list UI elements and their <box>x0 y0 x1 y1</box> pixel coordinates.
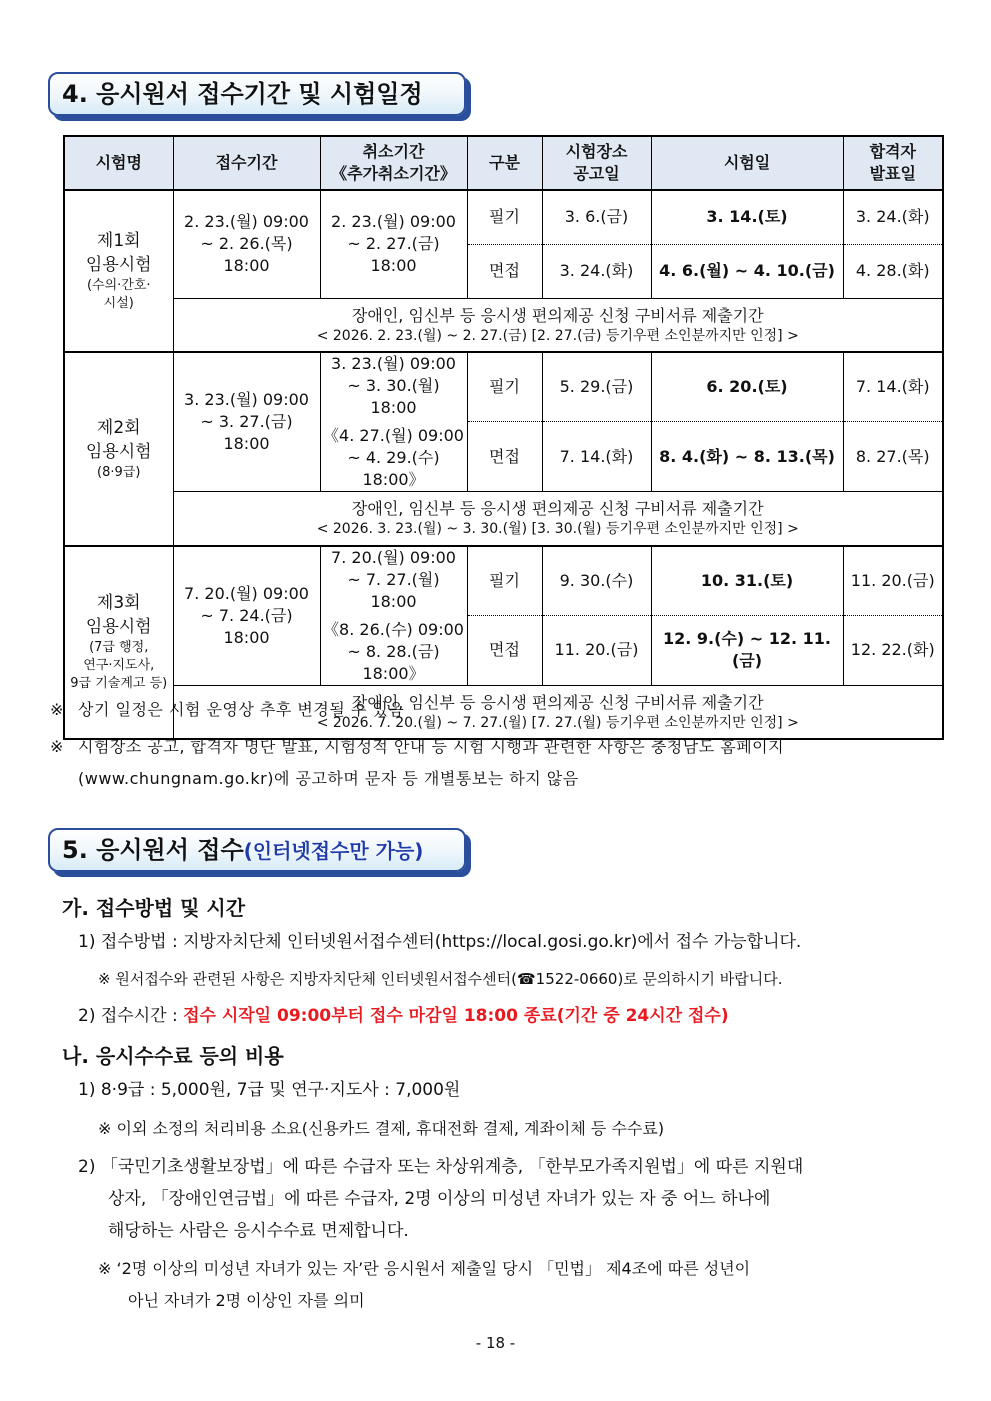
exam-date: 10. 31.(토) <box>651 546 843 616</box>
reception-cell <box>173 546 320 686</box>
result-date: 4. 28.(화) <box>843 244 943 298</box>
round-name: 임용시험 <box>85 617 152 638</box>
round-name: 제2회 <box>96 417 141 438</box>
exam-date: 6. 20.(토) <box>651 352 843 422</box>
cancel-line: ~ 8. 28.(금) 18:00》 <box>347 641 440 683</box>
result-date: 7. 14.(화) <box>843 352 943 422</box>
schedule-table <box>63 135 944 740</box>
round-sub: (8·9급) <box>97 464 141 480</box>
venue-date: 5. 29.(금) <box>542 352 651 422</box>
header-exam-name: 시험명 <box>64 136 173 190</box>
a1-text: 1) 접수방법 : 지방자치단체 인터넷원서접수센터(https://local.gosi.go.kr)에서 접수 가능합니다. <box>78 932 802 952</box>
notice-line: 장애인, 임신부 등 응시생 편의제공 신청 구비서류 제출기간 <box>351 305 764 325</box>
page-number: - 18 - <box>475 1334 516 1352</box>
cancel-line: ~ 7. 27.(월) 18:00 <box>347 569 440 611</box>
cancel-line: 2. 23.(월) 09:00 <box>331 212 456 232</box>
a1-note: ※ 원서접수와 관련된 사항은 지방자치단체 인터넷원서접수센터(☎1522-0660)로 문의하시기 바랍니다. <box>98 970 783 988</box>
round-name-cell <box>64 352 173 546</box>
cancel-cell <box>320 546 467 686</box>
exam-date: 4. 6.(월) ~ 4. 10.(금) <box>651 244 843 298</box>
reception-line: ~ 3. 27.(금) 18:00 <box>200 412 293 453</box>
section5-title-accent: (인터넷접수만 가능) <box>243 839 424 863</box>
header-cancel-line1: 취소기간 <box>362 142 425 161</box>
note-mark: ※ <box>50 737 64 756</box>
type-written: 필기 <box>467 546 542 616</box>
type-interview: 면접 <box>467 422 542 492</box>
round-name: 임용시험 <box>85 441 152 462</box>
round-sub: 연구·지도사, <box>83 658 155 674</box>
header-reception: 접수기간 <box>173 136 320 190</box>
cancel-line: 《4. 27.(월) 09:00 <box>323 426 464 445</box>
cancel-cell <box>320 352 467 492</box>
a2-label: 2) 접수시간 : <box>78 1006 184 1026</box>
venue-date: 3. 6.(금) <box>542 190 651 244</box>
header-exam-date: 시험일 <box>651 136 843 190</box>
table-row <box>64 546 943 616</box>
note-text: (www.chungnam.go.kr)에 공고하며 문자 등 개별통보는 하지 않음 <box>78 769 579 788</box>
venue-date: 11. 20.(금) <box>542 615 651 685</box>
section4-title: 4. 응시원서 접수기간 및 시험일정 <box>62 80 423 108</box>
type-written: 필기 <box>467 352 542 422</box>
header-venue-line2: 공고일 <box>573 164 620 183</box>
result-date: 12. 22.(화) <box>843 615 943 685</box>
subheading-b: 나. 응시수수료 등의 비용 <box>62 1044 284 1068</box>
reception-line: ~ 2. 26.(목) 18:00 <box>200 234 293 276</box>
schedule-note-2-cont <box>78 767 579 791</box>
venue-date: 9. 30.(수) <box>542 546 651 616</box>
a2-value: 접수 시작일 09:00부터 접수 마감일 18:00 종료(기간 중 24시간 접수) <box>183 1006 729 1026</box>
notice-cell <box>173 298 943 352</box>
result-date: 8. 27.(목) <box>843 422 943 492</box>
table-row <box>64 298 943 352</box>
schedule-note-2 <box>50 735 950 759</box>
type-interview: 면접 <box>467 615 542 685</box>
venue-date: 7. 14.(화) <box>542 422 651 492</box>
round-name: 제3회 <box>96 593 141 614</box>
header-venue <box>542 136 651 190</box>
round-name: 제1회 <box>96 231 141 251</box>
reception-line: 7. 20.(월) 09:00 <box>184 583 309 603</box>
table-header-row <box>64 136 943 190</box>
header-cancel-line2: 《추가취소기간》 <box>331 164 456 183</box>
notice-line: < 2026. 7. 20.(월) ~ 7. 27.(월) [7. 27.(월) 등기우편 소인분까지만 인정] > <box>316 714 799 731</box>
cancel-line: ~ 3. 30.(월) 18:00 <box>347 376 440 417</box>
reception-cell <box>173 190 320 298</box>
section5-title: 5. 응시원서 접수 <box>62 836 244 864</box>
type-written: 필기 <box>467 190 542 244</box>
reception-cell <box>173 352 320 492</box>
round-sub: 시설) <box>103 296 134 311</box>
schedule-note-1 <box>50 698 404 722</box>
notice-line: 장애인, 임신부 등 응시생 편의제공 신청 구비서류 제출기간 <box>351 499 764 519</box>
section5-heading <box>48 828 466 872</box>
b2-line1: 2) 「국민기초생활보장법」에 따른 수급자 또는 차상위계층, 「한부모가족지원법」에 따른 지원대 <box>78 1157 804 1177</box>
cancel-cell <box>320 190 467 298</box>
header-result <box>843 136 943 190</box>
header-cancel <box>320 136 467 190</box>
type-interview: 면접 <box>467 244 542 298</box>
cancel-line: ~ 4. 29.(수) 18:00》 <box>347 448 440 489</box>
reception-line: ~ 7. 24.(금) 18:00 <box>200 605 293 647</box>
note-mark: ※ <box>50 700 64 719</box>
reception-line: 3. 23.(월) 09:00 <box>184 390 309 409</box>
result-date: 3. 24.(화) <box>843 190 943 244</box>
a2-text <box>78 1004 729 1028</box>
b1-text: 1) 8·9급 : 5,000원, 7급 및 연구·지도사 : 7,000원 <box>78 1080 461 1100</box>
subheading-a: 가. 접수방법 및 시간 <box>62 896 246 920</box>
section4-heading <box>48 72 466 116</box>
b2-line2: 상자, 「장애인연금법」에 따른 수급자, 2명 이상의 미성년 자녀가 있는 자 중 어느 하나에 <box>108 1189 771 1209</box>
cancel-line: 《8. 26.(수) 09:00 <box>323 619 464 639</box>
notice-line: < 2026. 3. 23.(월) ~ 3. 30.(월) [3. 30.(월) 등기우편 소인분까지만 인정] > <box>316 521 799 538</box>
cancel-line: 3. 23.(월) 09:00 <box>331 354 456 373</box>
note-text: 시험장소 공고, 합격자 명단 발표, 시험성적 안내 등 시험 시행과 관련한 사항은 충청남도 홈페이지 <box>78 737 785 756</box>
header-type: 구분 <box>467 136 542 190</box>
result-date: 11. 20.(금) <box>843 546 943 616</box>
note-text: 상기 일정은 시험 운영상 추후 변경될 수 있음 <box>78 700 405 719</box>
b1-note: ※ 이외 소정의 처리비용 소요(신용카드 결제, 휴대전화 결제, 계좌이체 등 수수료) <box>98 1119 665 1138</box>
table-row <box>64 492 943 546</box>
round-name: 임용시험 <box>85 255 152 275</box>
venue-date: 3. 24.(화) <box>542 244 651 298</box>
table-row <box>64 190 943 244</box>
b2-note2: 아닌 자녀가 2명 이상인 자를 의미 <box>128 1291 365 1310</box>
exam-date: 3. 14.(토) <box>651 190 843 244</box>
b2-line3: 해당하는 사람은 응시수수료 면제합니다. <box>108 1221 409 1241</box>
table-row <box>64 352 943 422</box>
round-sub: 9급 기술계고 등) <box>70 676 168 692</box>
notice-cell <box>173 492 943 546</box>
notice-line: < 2026. 2. 23.(월) ~ 2. 27.(금) [2. 27.(금) 등기우편 소인분까지만 인정] > <box>316 327 799 344</box>
cancel-line: 7. 20.(월) 09:00 <box>331 547 456 567</box>
header-result-line1: 합격자 <box>869 142 916 161</box>
header-venue-line1: 시험장소 <box>565 142 628 161</box>
notice-line: 장애인, 임신부 등 응시생 편의제공 신청 구비서류 제출기간 <box>351 692 764 712</box>
round-sub: (수의·간호· <box>86 278 151 293</box>
cancel-line: ~ 2. 27.(금) 18:00 <box>347 234 440 276</box>
exam-date: 8. 4.(화) ~ 8. 13.(목) <box>651 422 843 492</box>
round-name-cell <box>64 190 173 352</box>
header-result-line2: 발표일 <box>869 164 916 183</box>
exam-date: 12. 9.(수) ~ 12. 11.(금) <box>651 615 843 685</box>
round-sub: (7급 행정, <box>89 640 149 656</box>
b2-note1: ※ ‘2명 이상의 미성년 자녀가 있는 자’란 응시원서 제출일 당시 「민법」 제4조에 따른 성년이 <box>98 1259 751 1278</box>
reception-line: 2. 23.(월) 09:00 <box>184 212 309 232</box>
